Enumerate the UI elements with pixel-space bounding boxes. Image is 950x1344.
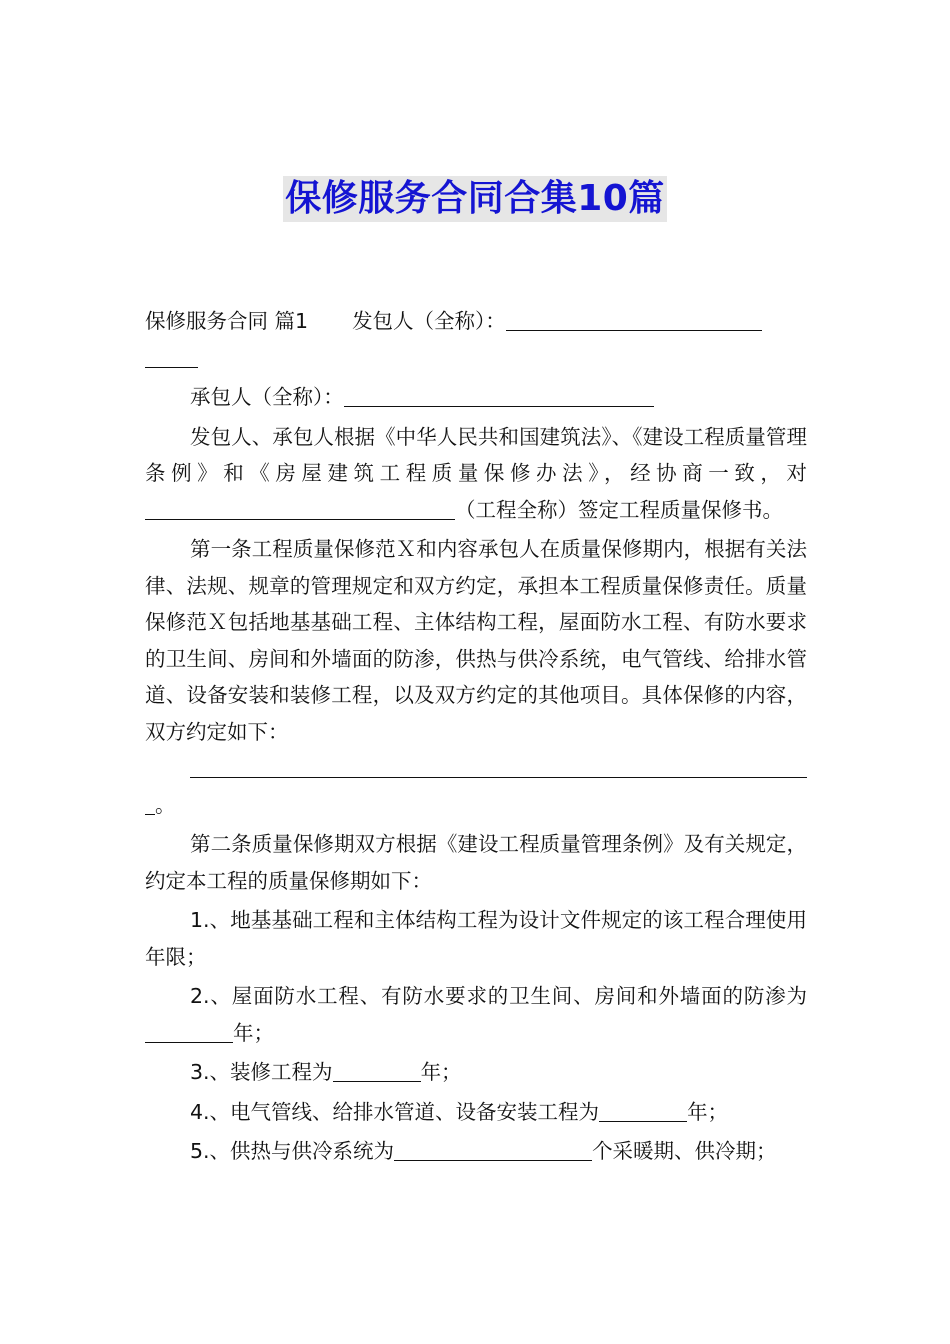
- document-body: [145, 303, 807, 1170]
- paragraph-article-2: [145, 826, 807, 899]
- item-1-text: 1.、地基基础工程和主体结构工程为设计文件规定的该工程合理使用年限；: [145, 908, 807, 969]
- warranty-item-1: [145, 902, 807, 975]
- paragraph-article-1: [145, 531, 807, 823]
- contractor-label: 承包人（全称）：: [190, 385, 344, 409]
- warranty-content-blank: [190, 755, 807, 778]
- preamble-text: 发包人、承包人根据《中华人民共和国建筑法》、《建设工程质量管理条例》和《房屋建筑工程质量保修办法》，经协商一致，对: [145, 424, 807, 485]
- item-3-text: 3.、装修工程为: [190, 1060, 333, 1084]
- item-3-years-blank: [333, 1059, 421, 1082]
- item-2-text-end: 年；: [233, 1020, 274, 1045]
- contract-heading: 保修服务合同 篇1: [145, 309, 309, 333]
- item-2-years-blank: [145, 1020, 233, 1043]
- article-2-text: 第二条质量保修期双方根据《建设工程质量管理条例》及有关规定，约定本工程的质量保修期如下：: [145, 832, 807, 893]
- employer-label: 发包人（全称）：: [352, 309, 506, 333]
- employer-name-blank-continued: [145, 345, 198, 368]
- warranty-content-blank-continued: [145, 792, 155, 815]
- item-5-text: 5.、供热与供冷系统为: [190, 1139, 395, 1163]
- item-5-text-end: 个采暖期、供冷期；: [592, 1139, 777, 1163]
- item-5-periods-blank: [394, 1138, 592, 1161]
- item-4-text-end: 年；: [687, 1099, 729, 1124]
- warranty-item-2: [145, 978, 807, 1051]
- warranty-item-4: [145, 1094, 807, 1131]
- document-title: 保修服务合同合集10篇: [283, 176, 667, 222]
- item-4-text: 4.、电气管线、给排水管道、设备安装工程为: [190, 1099, 600, 1124]
- article-1-text: 第一条工程质量保修范Ｘ和内容承包人在质量保修期内，根据有关法律、法规、规章的管理规定和双方约定，承担本工程质量保修责任。质量保修范Ｘ包括地基基础工程、主体结构工程，屋面防水工程、有防水要求的卫生间、房间和外墙面的防渗，供热与供冷系统，电气管线、给排水管道、设备安装和装修工程，以及双方约定的其他项目。具体保修的内容，双方约定如下：: [145, 537, 807, 744]
- contractor-name-blank: [344, 384, 654, 407]
- intro-line: [145, 303, 807, 376]
- employer-name-blank: [506, 308, 762, 331]
- project-name-blank: [145, 497, 455, 520]
- article-1-end: 。: [155, 792, 176, 817]
- contractor-line: [145, 379, 807, 416]
- paragraph-preamble: [145, 419, 807, 529]
- item-3-text-end: 年；: [420, 1060, 462, 1084]
- warranty-item-3: [145, 1054, 807, 1091]
- item-2-text: 2.、屋面防水工程、有防水要求的卫生间、房间和外墙面的防渗为: [190, 984, 807, 1008]
- warranty-item-5: [145, 1133, 807, 1170]
- title-wrap: [0, 176, 950, 222]
- preamble-text-end: （工程全称）签定工程质量保修书。: [455, 497, 783, 522]
- item-4-years-blank: [599, 1099, 687, 1122]
